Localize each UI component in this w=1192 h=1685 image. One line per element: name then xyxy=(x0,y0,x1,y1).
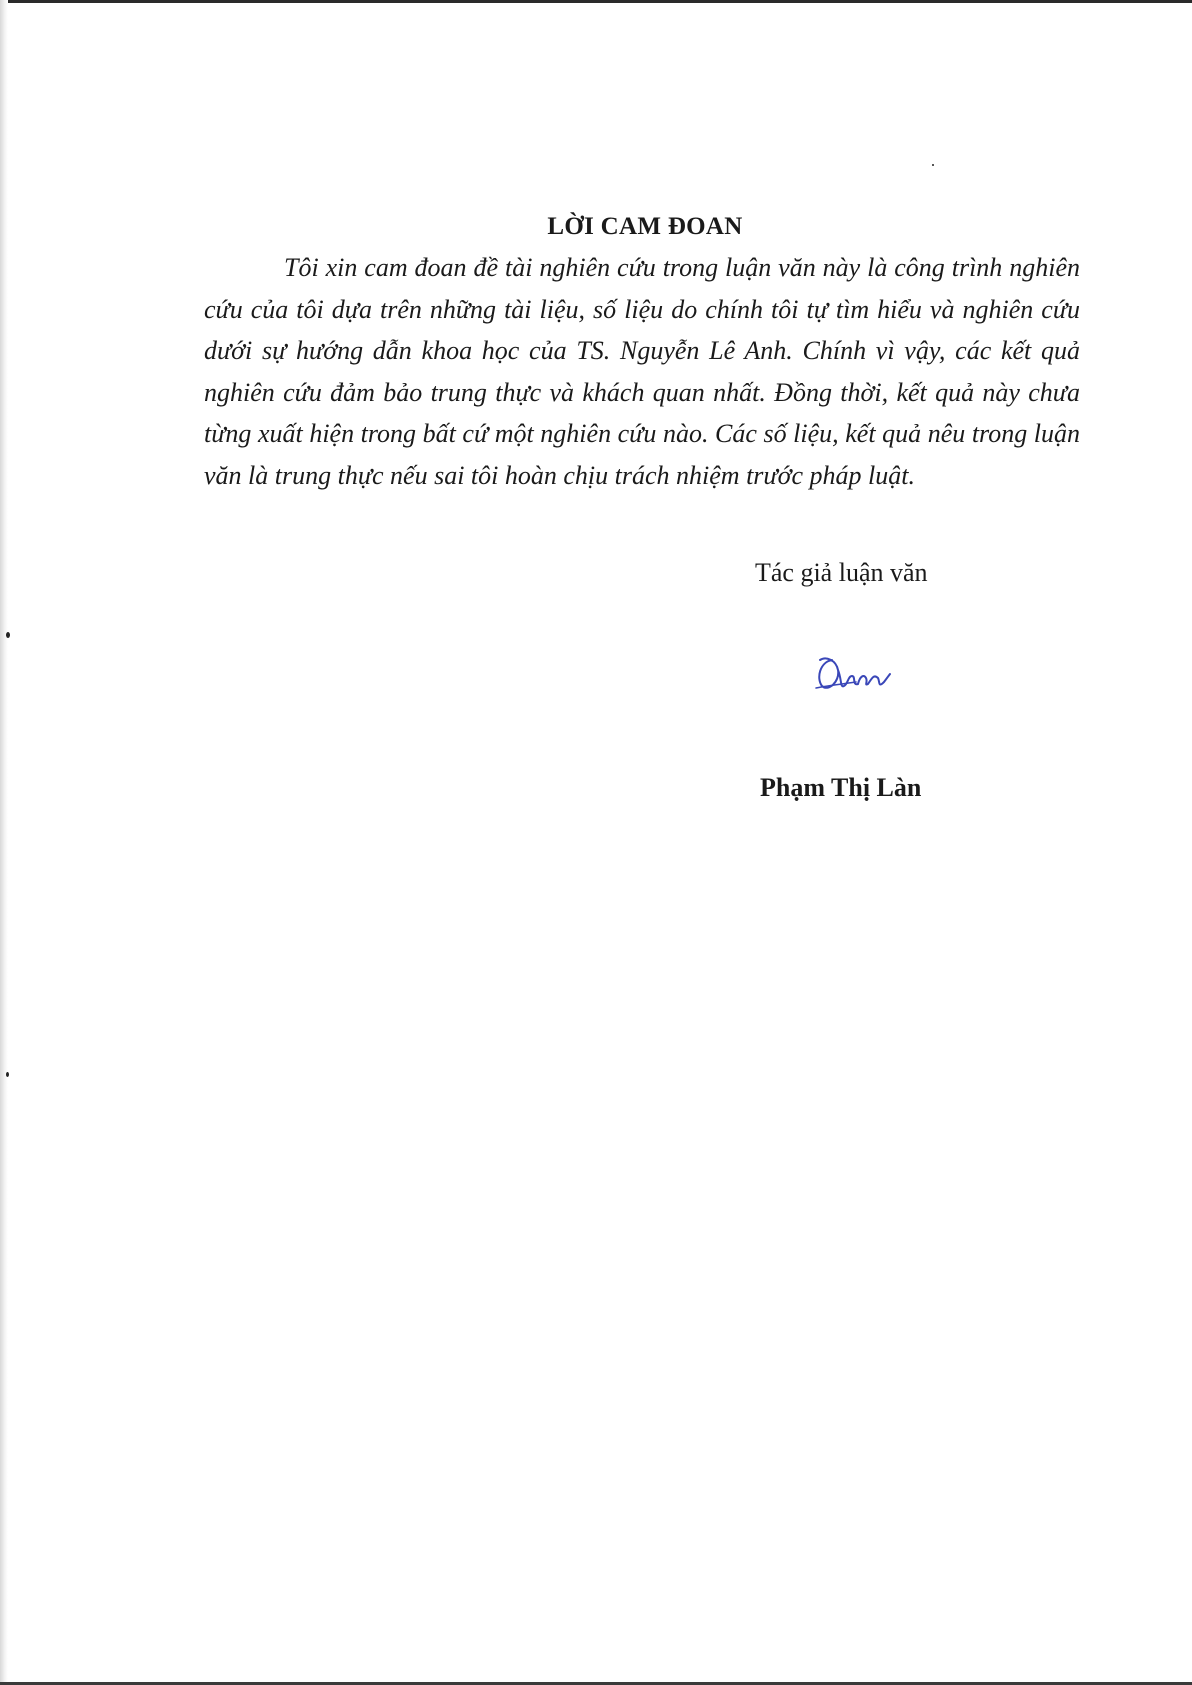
author-label: Tác giả luận văn xyxy=(755,558,928,587)
author-name: Phạm Thị Làn xyxy=(760,773,922,802)
page-title: LỜI CAM ĐOAN xyxy=(547,212,743,240)
scan-top-edge xyxy=(0,0,1192,3)
scan-speck xyxy=(6,632,10,638)
scan-speck xyxy=(932,164,934,166)
declaration-paragraph: Tôi xin cam đoan đề tài nghiên cứu trong luận văn này là công trình nghiên cứu của tôi dựa trên những tài liệu, số liệu do chính tôi tự tìm hiểu và nghiên cứu dưới sự hướng dẫn khoa học của TS. Nguyễn Lê Anh. Chính vì vậy, các kết quả nghiên cứu đảm bảo trung thực và khách quan nhất. Đồng thời, kết quả này chưa từng xuất hiện trong bất cứ một nghiên cứu nào. Các số liệu, kết quả nêu trong luận văn là trung thực nếu sai tôi hoàn chịu trách nhiệm trước pháp luật. xyxy=(204,253,1080,490)
scan-speck xyxy=(6,1072,9,1077)
signature-image xyxy=(812,648,892,692)
scan-left-edge xyxy=(0,0,8,1685)
